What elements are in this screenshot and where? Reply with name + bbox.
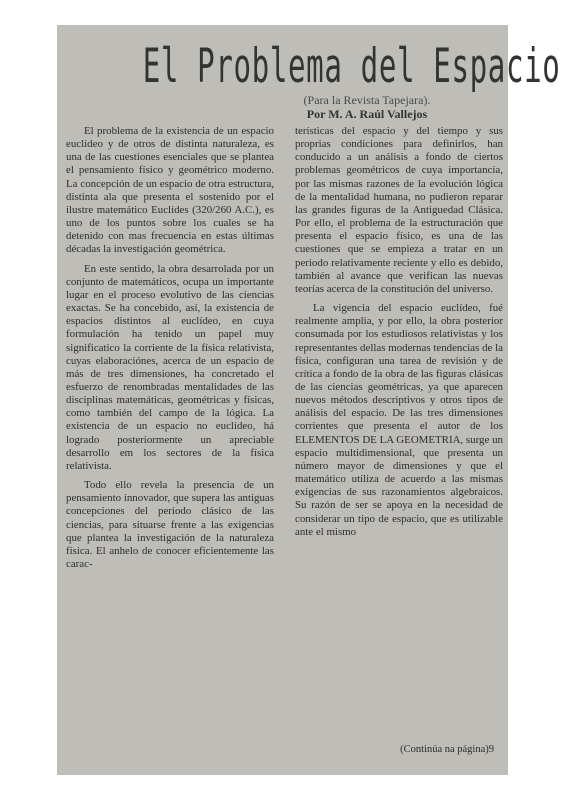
- paragraph: El problema de la existencia de un espacio euclídeo y de otros de distinta naturaleza, es una de las cuestiones esenciales que se plantea el pensamiento físico y geométrico moderno. La concepción de un espacio de otra estructura, distinta ala que presenta el sostenido por el ilustre matemático Euclides (320/260 A.C.), es uno de los puntos sobre los cuales se ha detenido con mas frecuencia en estas últimas décadas la investigación geométrica.: [66, 125, 274, 256]
- newspaper-clipping: [57, 25, 561, 775]
- paragraph: terísticas del espacio y del tiempo y sus proprias condiciones para definirlos, han conducido a un análisis a fondo de ciertos problemas geométricos de cuya importancia, por las mismas razones de la evolución lógica de la mentalidad humana, no pudieron reparar las grandes figuras de la Antiguedad Clásica. Por ello, el problema de la estructuración que presenta el espacio físico, es una de las cuestiones que se empieza a tratar en un periodo relativamente reciente y ello es debido, también al avance que verifican las nuevas teorías acerca de la constitución del universo.: [295, 125, 503, 295]
- article-author: Por M. A. Raúl Vallejos: [306, 107, 428, 121]
- paragraph: La vigencia del espacio euclídeo, fué realmente amplia, y por ello, la obra posterior consumada por los estudiosos relativistas y los representantes dellas modernas tendencias de la física, configuran una tarea de revisión y de crítica a fondo de la obra de las figuras clásicas de las ciencias geométricas, ya que aparecen nuevos métodos descriptivos y otros tipos de análisis del espacio. De las tres dimensiones corrientes que presenta el autor de los ELEMENTOS DE LA GEOMETRIA, surge un espacio multidimensional, que presenta un número mayor de dimensiones y que el matemático utiliza de acuerdo a las mismas exigencias de sus razonamientos algebraicos. Su razón de ser se apoya en la necesidad de considerar un tipo de espacio, que es utilizable ante el mismo: [295, 302, 503, 538]
- paragraph: Todo ello revela la presencia de un pensamiento innovador, que supera las antiguas concepciones del periodo clásico de las ciencias, para situarse frente a las exigencias que plantea la investigación de la naturaleza física. El anhelo de conocer eficientemente las carac-: [66, 479, 274, 570]
- article-subtitle: (Para la Revista Tapejara).: [303, 93, 431, 107]
- left-column: [66, 125, 274, 571]
- continuation-note: (Continúa na página)9: [400, 744, 494, 755]
- right-column: [295, 125, 503, 539]
- paragraph: En este sentido, la obra desarrolada por un conjunto de matemáticos, ocupa un importante lugar en el proceso evolutivo de las ciencias exactas. Se ha concebido, así, la existencia de espacios distintos al euclídeo, en cuya formulación ha tenido un papel muy significatico la corriente de la física relativista, cuyas elaboraciónes, acerca de un espacio de más de tres dimensiones, ha concretado el esfuerzo de renombradas mentalidades de las disciplinas matemáticas, geométricas y físicas, como también del campo de la lógica. La existencia de un espacio no euclídeo, há logrado posteriormente un apreciable desarrollo em los sectores de la física relativista.: [66, 262, 274, 472]
- article-title: El Problema del Espacio: [142, 39, 561, 94]
